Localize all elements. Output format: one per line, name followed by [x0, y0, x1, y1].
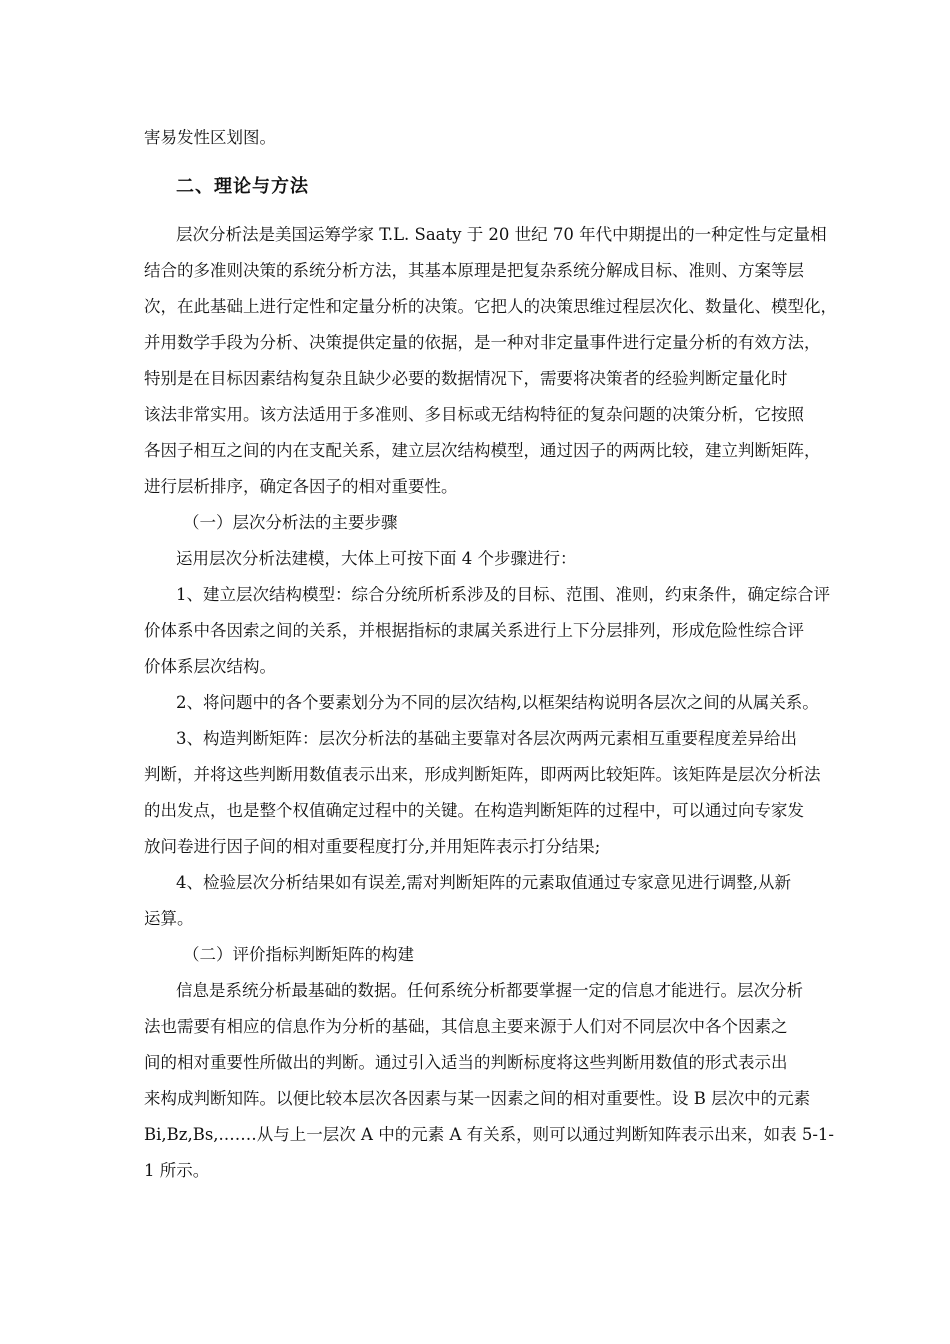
body-line: 运用层次分析法建模，大体上可按下面 4 个步骤进行：	[176, 549, 577, 568]
body-line: 的出发点，也是整个权值确定过程中的关键。在构造判断矩阵的过程中，可以通过向专家发	[144, 801, 804, 820]
body-line: 价体系层次结构。	[144, 657, 276, 676]
body-line: 价体系中各因索之间的关系，并根据指标的隶属关系进行上下分层排列，形成危险性综合评	[144, 621, 804, 640]
body-line: 该法非常实用。该方法适用于多准则、多目标或无结构特征的复杂问题的决策分析，它按照	[144, 405, 804, 424]
body-line: 1、建立层次结构模型：综合分统所析系涉及的目标、范围、准则，约束条件，确定综合评	[176, 585, 830, 604]
body-line: 1 所示。	[144, 1161, 210, 1180]
body-line: 放问卷进行因子间的相对重要程度打分,并用矩阵表示打分结果;	[144, 837, 601, 856]
body-line: 法也需要有相应的信息作为分析的基础，其信息主要来源于人们对不同层次中各个因素之	[144, 1017, 788, 1036]
body-line: 特别是在目标因素结构复杂且缺少必要的数据情况下，需要将决策者的经验判断定量化时	[144, 369, 788, 388]
body-line: 间的相对重要性所做出的判断。通过引入适当的判断标度将这些判断用数值的形式表示出	[144, 1053, 788, 1072]
body-line: Bi,Bz,Bs,.……从与上一层次 A 中的元素 A 有关系，则可以通过判断知阵表示出来，如表 5-1-	[144, 1125, 834, 1144]
subsection-heading: （一）层次分析法的主要步骤	[183, 513, 398, 532]
body-line: 结合的多准则决策的系统分析方法，其基本原理是把复杂系统分解成目标、准则、方案等层	[144, 261, 804, 280]
body-line: 并用数学手段为分析、决策提供定量的依据，是一种对非定量事件进行定量分析的有效方法，	[144, 333, 821, 352]
body-line: 2、将问题中的各个要素划分为不同的层次结构,以框架结构说明各层次之间的从属关系。	[176, 693, 819, 712]
body-line: 层次分析法是美国运筹学家 T.L. Saaty 于 20 世纪 70 年代中期提出的一种定性与定量相	[176, 225, 827, 244]
body-line: 进行层析排序，确定各因子的相对重要性。	[144, 477, 458, 496]
subsection-heading: （二）评价指标判断矩阵的构建	[183, 945, 414, 964]
body-line: 各因子相互之间的内在支配关系，建立层次结构模型，通过因子的两两比较，建立判断矩阵，	[144, 441, 821, 460]
section-heading: 二、理论与方法	[176, 176, 309, 197]
body-line: 3、构造判断矩阵：层次分析法的基础主要靠对各层次两两元素相互重要程度差异给出	[176, 729, 797, 748]
body-line: 来构成判断知阵。以便比较本层次各因素与某一因素之间的相对重要性。设 B 层次中的元素	[144, 1089, 811, 1108]
body-line: 次，在此基础上进行定性和定量分析的决策。它把人的决策思维过程层次化、数量化、模型化，	[144, 297, 837, 316]
body-line: 运算。	[144, 909, 194, 928]
body-line: 信息是系统分析最基础的数据。任何系统分析都要掌握一定的信息才能进行。层次分析	[176, 981, 803, 1000]
body-line: 害易发性区划图。	[144, 128, 276, 147]
body-line: 判断，并将这些判断用数值表示出来，形成判断矩阵，即两两比较矩阵。该矩阵是层次分析法	[144, 765, 821, 784]
body-line: 4、检验层次分析结果如有误差,需对判断矩阵的元素取值通过专家意见进行调整,从新	[176, 873, 791, 892]
